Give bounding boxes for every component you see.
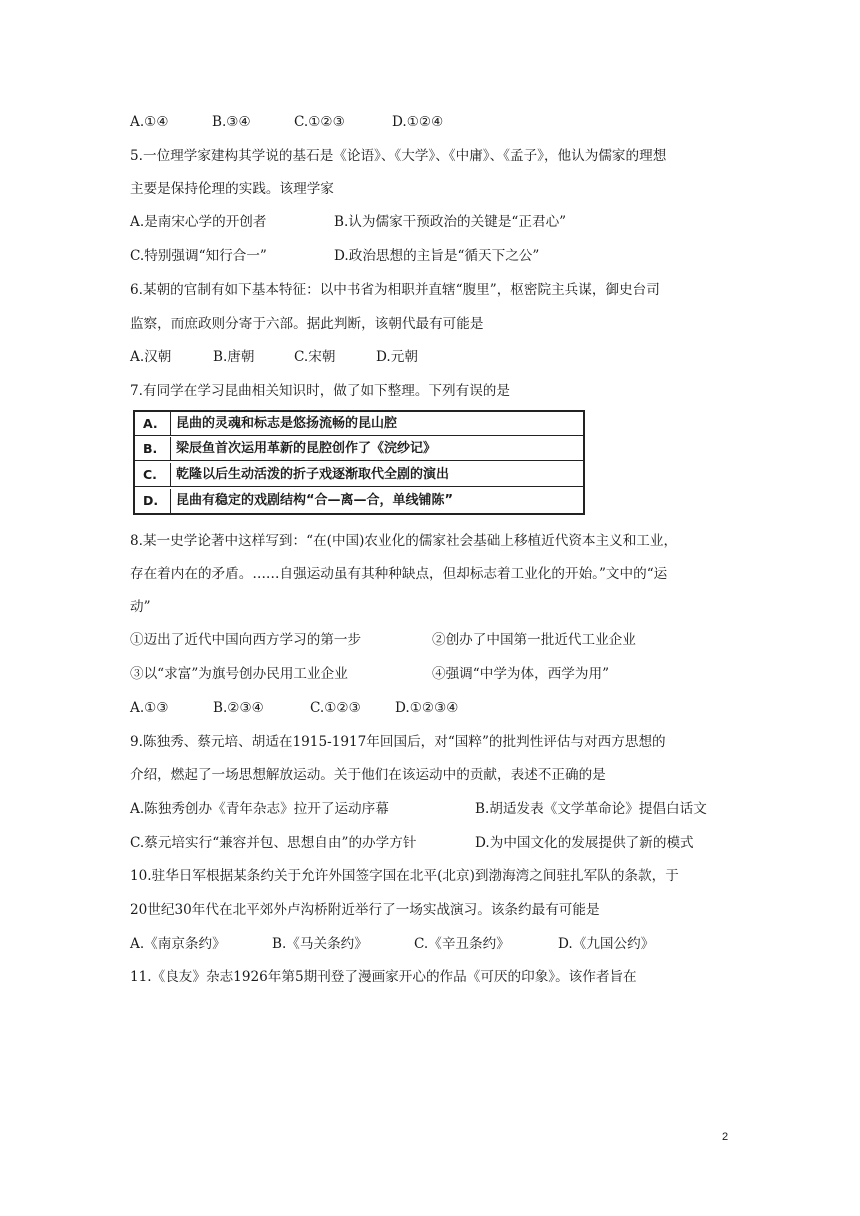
q7-table-row (135, 412, 583, 436)
q9-stem-line2: 介绍，燃起了一场思想解放运动。关于他们在该运动中的贡献，表述不正确的是 (130, 767, 606, 783)
q7-table-row (135, 463, 583, 487)
q4-option-c: C.①②③ (294, 114, 345, 130)
q4-option-a: A.①④ (130, 114, 169, 130)
q6-stem-line2: 监察，而庶政则分寄于六部。据此判断，该朝代最有可能是 (130, 316, 484, 332)
q7-row-key: D. (135, 489, 171, 513)
q7-row-text: 昆曲的灵魂和标志是悠扬流畅的昆山腔 (176, 416, 398, 431)
q7-row-text: 乾隆以后生动活泼的折子戏逐渐取代全剧的演出 (176, 467, 450, 482)
q10-stem-line2: 20世纪30年代在北平郊外卢沟桥附近举行了一场实战演习。该条约最有可能是 (130, 902, 600, 918)
q6-option-b: B.唐朝 (213, 349, 255, 365)
q8-stem-line2: 存在着内在的矛盾。……自强运动虽有其种种缺点，但却标志着工业化的开始。”文中的“运 (130, 566, 668, 582)
page-number: 2 (722, 1131, 729, 1143)
q7-row-key: B. (135, 437, 171, 460)
q8-item-1: ①迈出了近代中国向西方学习的第一步 (130, 632, 362, 648)
q10-option-d: D.《九国公约》 (558, 936, 655, 952)
q8-option-a: A.①③ (130, 700, 169, 716)
q7-row-text: 梁辰鱼首次运用革新的昆腔创作了《浣纱记》 (176, 441, 437, 456)
q8-stem-line3: 动” (130, 599, 151, 615)
q5-stem-line1: 5.一位理学家建构其学说的基石是《论语》、《大学》、《中庸》、《孟子》，他认为儒家的理想 (130, 148, 667, 164)
q5-option-d: D.政治思想的主旨是“循天下之公” (334, 248, 540, 264)
q5-option-c: C.特别强调“知行合一” (130, 248, 267, 264)
q9-stem-line1: 9.陈独秀、蔡元培、胡适在1915-1917年回国后，对“国粹”的批判性评估与对西方思想的 (130, 734, 666, 750)
q10-option-c: C.《辛丑条约》 (414, 936, 510, 952)
q9-option-c: C.蔡元培实行“兼容并包、思想自由”的办学方针 (130, 835, 417, 851)
q6-stem-line1: 6.某朝的官制有如下基本特征：以中书省为相职并直辖“腹里”，枢密院主兵谋，御史台司 (130, 282, 660, 298)
q4-option-b: B.③④ (212, 114, 251, 130)
q5-option-b: B.认为儒家干预政治的关键是“正君心” (334, 214, 567, 230)
q6-option-a: A.汉朝 (130, 349, 172, 365)
q6-option-c: C.宋朝 (294, 349, 336, 365)
q11-stem-line1: 11.《良友》杂志1926年第5期刊登了漫画家开心的作品《可厌的印象》。该作者旨在 (130, 969, 637, 985)
q8-item-2: ②创办了中国第一批近代工业企业 (432, 632, 636, 648)
q7-row-key: C. (135, 463, 171, 486)
q8-option-d: D.①②③④ (395, 700, 459, 716)
q7-row-key: A. (135, 412, 171, 435)
q8-item-4: ④强调“中学为体，西学为用” (432, 666, 610, 682)
q7-table (133, 410, 585, 515)
q7-stem: 7.有同学在学习昆曲相关知识时，做了如下整理。下列有误的是 (130, 383, 510, 399)
q4-option-d: D.①②④ (392, 114, 444, 130)
q10-stem-line1: 10.驻华日军根据某条约关于允许外国签字国在北平(北京)到渤海湾之间驻扎军队的条款，于 (130, 868, 679, 884)
q7-table-row (135, 489, 583, 513)
q5-option-a: A.是南宋心学的开创者 (130, 214, 267, 230)
q8-option-c: C.①②③ (310, 700, 361, 716)
q7-table-row (135, 437, 583, 461)
q9-option-b: B.胡适发表《文学革命论》提倡白话文 (475, 801, 707, 817)
q6-option-d: D.元朝 (376, 349, 418, 365)
q9-option-a: A.陈独秀创办《青年杂志》拉开了运动序幕 (130, 801, 389, 817)
q10-option-b: B.《马关条约》 (272, 936, 368, 952)
q8-stem-line1: 8.某一史学论著中这样写到：“在(中国)农业化的儒家社会基础上移植近代资本主义和工业， (130, 533, 678, 549)
q8-item-3: ③以“求富”为旗号创办民用工业企业 (130, 666, 348, 682)
q8-option-b: B.②③④ (213, 700, 264, 716)
q7-row-text: 昆曲有稳定的戏剧结构“合—离—合，单线铺陈” (176, 493, 454, 508)
q10-option-a: A.《南京条约》 (130, 936, 226, 952)
q5-stem-line2: 主要是保持伦理的实践。该理学家 (130, 181, 334, 197)
q9-option-d: D.为中国文化的发展提供了新的模式 (475, 835, 694, 851)
